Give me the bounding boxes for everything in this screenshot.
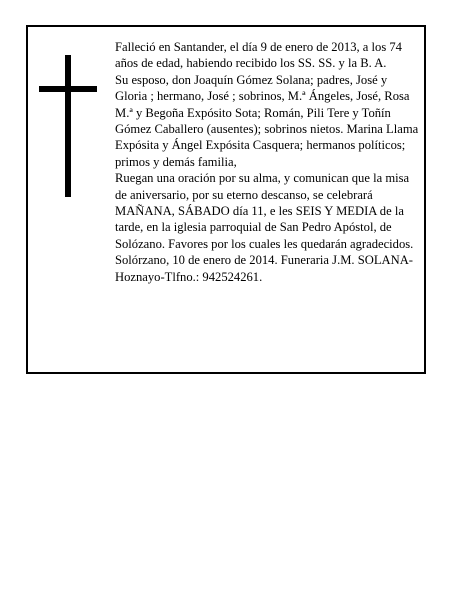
cross-vertical-bar bbox=[65, 55, 71, 197]
obituary-text bbox=[115, 39, 419, 285]
death-announcement: Falleció en Santander, el día 9 de enero de 2013, a los 74 años de edad, habiendo recibido los SS. SS. y la B. A. bbox=[115, 40, 402, 71]
mass-invitation: Ruegan una oración por su alma, y comunican que la misa de aniversario, por su eterno descanso, se celebrará MAÑANA, SÁBADO día 11, e les SEIS Y MEDIA de la tarde, en la iglesia parroquial de San Pedro Apóstol, de Solózano. Favores por los cuales les quedarán agradecidos. bbox=[115, 171, 414, 251]
obituary-notice bbox=[26, 25, 426, 374]
cross-horizontal-bar bbox=[39, 86, 97, 92]
funeral-home-info: Solórzano, 10 de enero de 2014. Funeraria J.M. SOLANA-Hoznayo-Tlfno.: 942524261. bbox=[115, 253, 413, 284]
latin-cross-icon bbox=[39, 55, 97, 197]
family-list: Su esposo, don Joaquín Gómez Solana; padres, José y Gloria ; hermano, José ; sobrinos, M.ª Ángeles, José, Rosa M.ª y Begoña Expósito Sota; Román, Pili Tere y Toñín Gómez Caballero (ausentes); sobrinos nietos. Marina Llama Expósita y Ángel Expósita Casquera; hermanos políticos; primos y demás familia, bbox=[115, 72, 419, 169]
